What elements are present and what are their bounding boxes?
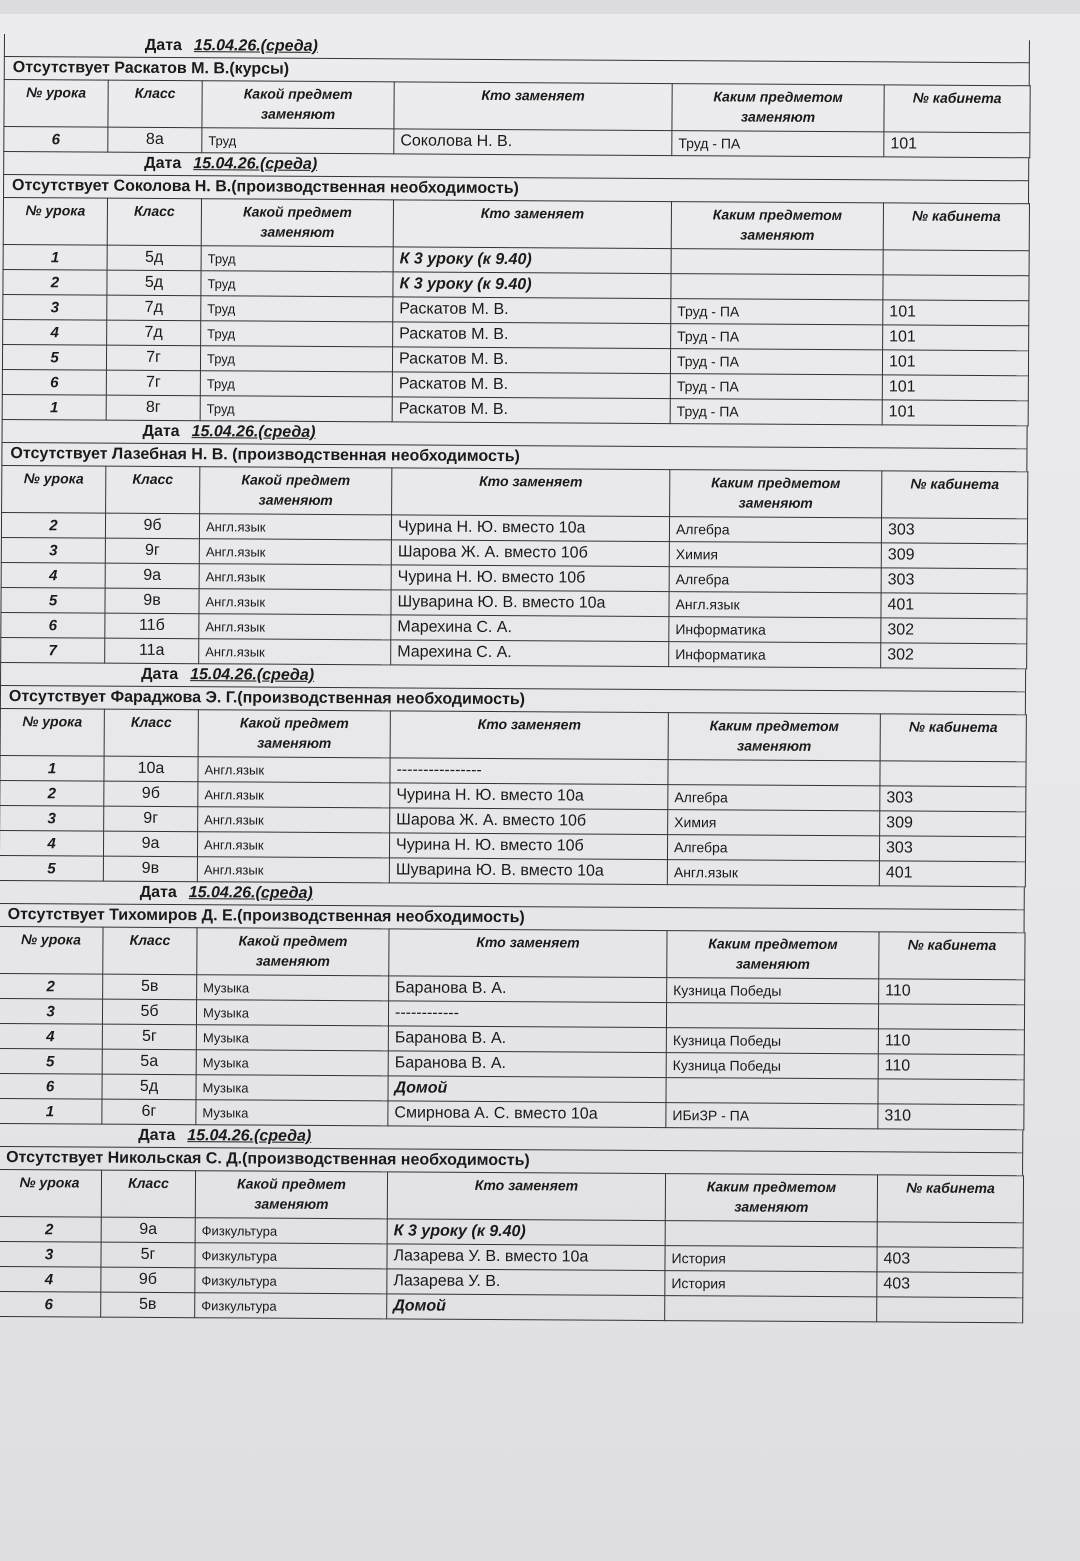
class-header: Класс [106,466,200,514]
lesson-number: 3 [0,1241,101,1267]
date-value: 15.04.26.(среда) [193,155,318,173]
substitution-table [0,465,1028,669]
lesson-number: 6 [2,369,106,395]
lesson-number: 6 [0,1073,102,1099]
replacer-cell: Шуварина Ю. В. вместо 10а [389,858,667,885]
replacer-cell: К 3 уроку (к 9.40) [393,272,671,299]
lesson-number: 1 [0,1098,102,1124]
absent-teacher: Отсутствует Соколова Н. В.(производственная необходимость) [3,174,1029,203]
absent-teacher: Отсутствует Никольская С. Д.(производственная необходимость) [0,1146,1023,1175]
room-cell: 303 [881,518,1027,544]
room-header: № кабинета [880,714,1026,762]
date-label: Дата [144,154,182,173]
class-cell: 5б [102,999,196,1025]
room-cell: 302 [881,643,1027,669]
subject-cell: Англ.язык [197,832,389,858]
room-cell: 403 [877,1247,1023,1273]
lesson-header: № урока [0,708,104,756]
new-subject-cell: Труд - ПА [672,131,884,157]
new-subject-cell: Англ.язык [669,592,881,618]
subject-cell: Англ.язык [199,564,391,590]
room-cell: 101 [883,300,1029,326]
replacer-cell: Шарова Ж. А. вместо 10б [390,808,668,835]
replacer-cell: ------------ [388,1001,666,1028]
subject-cell: Музыка [196,1075,388,1101]
room-cell: 401 [881,593,1027,619]
new-subject-cell: Кузница Победы [666,1053,878,1079]
class-header: Класс [103,927,197,975]
class-cell: 7д [107,295,201,321]
room-cell: 309 [881,543,1027,569]
date-value: 15.04.26.(среда) [190,666,315,684]
replacer-cell: Домой [387,1294,665,1321]
new-subject-cell: ИБиЗР - ПА [666,1103,878,1129]
replacer-cell: Баранова В. А. [388,1026,666,1053]
subject-cell: Музыка [196,1100,388,1126]
lesson-number: 6 [0,1291,101,1317]
replacer-cell: Раскатов М. В. [392,347,670,374]
lesson-number: 6 [4,127,108,153]
subject-cell: Англ.язык [199,639,391,665]
room-header: № кабинета [879,932,1025,980]
date-label: Дата [141,665,179,684]
substitution-table [2,197,1030,426]
substitution-table [0,1169,1024,1323]
header-row [0,1169,1024,1222]
new-subject-cell: Алгебра [669,567,881,593]
subject-cell: Физкультура [195,1293,387,1319]
class-cell: 7г [106,345,200,371]
class-cell: 8г [106,395,200,421]
substitution-block [3,34,1030,158]
class-cell: 9в [103,856,197,882]
subject-cell: Физкультура [195,1268,387,1294]
new-subject-cell: Кузница Победы [666,1028,878,1054]
room-cell: 403 [877,1272,1023,1298]
new-subject-header: Каким предметом заменяют [672,84,884,132]
subject-cell: Труд [201,321,393,347]
new-subject-header: Каким предметом заменяют [671,202,883,250]
replacer-header: Кто заменяет [387,1172,665,1221]
new-subject-cell: История [665,1246,877,1272]
replacer-header: Кто заменяет [392,468,670,517]
class-cell: 9г [105,538,199,564]
class-cell: 11а [105,638,199,664]
class-cell: 9г [104,806,198,832]
class-cell: 9б [105,513,199,539]
new-subject-cell: Алгебра [669,517,881,543]
new-subject-cell [665,1296,877,1322]
room-cell: 101 [884,132,1030,158]
new-subject-cell: Информатика [669,617,881,643]
subject-cell: Англ.язык [199,614,391,640]
subject-cell: Труд [201,271,393,297]
lesson-header: № урока [0,926,103,974]
new-subject-cell [666,1078,878,1104]
replacer-cell: К 3 уроку (к 9.40) [387,1219,665,1246]
subject-cell: Англ.язык [199,589,391,615]
lesson-number: 2 [1,512,105,538]
new-subject-cell: Информатика [669,642,881,668]
date-label: Дата [144,36,183,55]
new-subject-cell: Англ.язык [667,860,879,886]
subject-cell: Музыка [196,1025,388,1051]
room-cell: 110 [879,979,1025,1005]
room-cell: 110 [878,1029,1024,1055]
absent-teacher: Отсутствует Фараджова Э. Г.(производственная необходимость) [0,685,1026,714]
date-value: 15.04.26.(среда) [191,423,316,441]
room-cell: 101 [882,375,1028,401]
lesson-number: 4 [0,1266,101,1292]
class-cell: 9а [105,563,199,589]
subject-cell: Труд [202,128,394,154]
replacer-cell: Раскатов М. В. [392,397,670,424]
substitution-document [0,34,1030,1323]
room-cell [877,1222,1023,1248]
replacer-cell: Марехина С. А. [391,640,669,667]
subject-header: Какой предмет заменяют [195,1171,387,1219]
replacer-cell: Баранова В. А. [389,976,667,1003]
header-row [3,198,1029,251]
room-cell: 303 [881,568,1027,594]
subject-header: Какой предмет заменяют [201,199,393,247]
room-cell [878,1079,1024,1105]
class-cell: 8а [108,127,202,153]
room-cell: 309 [880,811,1026,837]
lesson-header: № урока [0,1169,102,1217]
room-cell: 101 [882,400,1028,426]
new-subject-cell [666,1003,878,1029]
replacer-cell: Соколова Н. В. [394,129,672,156]
replacer-cell: К 3 уроку (к 9.40) [393,247,671,274]
class-cell: 9а [101,1217,195,1243]
lesson-number: 5 [1,587,105,613]
replacer-header: Кто заменяет [389,929,667,978]
class-cell: 7д [107,320,201,346]
replacer-header: Кто заменяет [393,200,671,249]
subject-header: Какой предмет заменяют [200,467,392,515]
new-subject-cell [668,760,880,786]
class-cell: 5д [107,245,201,271]
subject-cell: Музыка [196,1000,388,1026]
lesson-number: 3 [0,998,103,1024]
subject-cell: Англ.язык [199,539,391,565]
date-label: Дата [138,1126,176,1145]
lesson-header: № урока [3,198,107,246]
new-subject-cell: Химия [669,542,881,568]
class-cell: 6г [102,1099,196,1125]
header-row [2,465,1028,518]
new-subject-cell: История [665,1271,877,1297]
substitution-block [2,152,1030,426]
header-row [0,708,1026,761]
class-cell: 5д [107,270,201,296]
lesson-number: 4 [1,562,105,588]
class-cell: 5д [102,1074,196,1100]
lesson-number: 1 [0,755,104,781]
lesson-number: 2 [0,780,104,806]
lesson-number: 7 [1,637,105,663]
replacer-cell: ---------------- [390,758,668,785]
substitution-block [0,420,1027,669]
absent-teacher: Отсутствует Раскатов М. В.(курсы) [4,56,1030,85]
replacer-cell: Чурина Н. Ю. вместо 10а [390,783,668,810]
lesson-number: 2 [3,269,107,295]
subject-cell: Труд [200,371,392,397]
date-value: 15.04.26.(среда) [188,884,313,902]
class-cell: 9б [101,1267,195,1293]
subject-header: Какой предмет заменяют [197,928,389,976]
new-subject-cell: Труд - ПА [671,299,883,325]
lesson-number: 4 [0,830,104,856]
new-subject-header: Каким предметом заменяют [667,931,879,979]
room-cell [878,1004,1024,1030]
absent-teacher: Отсутствует Лазебная Н. В. (производственная необходимость) [1,442,1027,471]
subject-cell: Англ.язык [197,857,389,883]
new-subject-cell [671,274,883,300]
subject-cell: Англ.язык [198,807,390,833]
class-cell: 10а [104,756,198,782]
subject-header: Какой предмет заменяют [198,710,390,758]
replacer-cell: Чурина Н. Ю. вместо 10б [389,833,667,860]
lesson-number: 5 [2,344,106,370]
replacer-cell: Марехина С. А. [391,615,669,642]
subject-cell: Музыка [197,975,389,1001]
room-cell [877,1297,1023,1323]
room-cell [883,250,1029,276]
room-cell: 303 [879,836,1025,862]
lesson-number: 6 [1,612,105,638]
room-cell [880,761,1026,787]
substitution-block [0,881,1025,1130]
date-value: 15.04.26.(среда) [187,1127,312,1145]
lesson-number: 3 [1,537,105,563]
room-cell: 101 [883,325,1029,351]
replacer-cell: Раскатов М. В. [392,372,670,399]
table-row [0,1291,1023,1322]
class-cell: 5г [102,1024,196,1050]
replacer-cell: Лазарева У. В. [387,1269,665,1296]
replacer-header: Кто заменяет [390,711,668,760]
new-subject-header: Каким предметом заменяют [670,470,882,518]
subject-cell: Англ.язык [198,757,390,783]
substitution-table [3,79,1030,158]
class-cell: 5а [102,1049,196,1075]
replacer-cell: Чурина Н. Ю. вместо 10а [391,515,669,542]
lesson-number: 2 [0,1216,101,1242]
lesson-number: 2 [0,973,103,999]
replacer-cell: Раскатов М. В. [393,297,671,324]
lesson-number: 3 [3,294,107,320]
class-header: Класс [108,80,202,128]
subject-cell: Физкультура [195,1243,387,1269]
date-label: Дата [142,422,180,441]
class-header: Класс [104,709,198,757]
substitution-table [0,926,1026,1130]
subject-header: Какой предмет заменяют [202,81,394,129]
room-cell: 110 [878,1054,1024,1080]
date-label: Дата [139,883,177,902]
lesson-header: № урока [4,80,108,128]
new-subject-header: Каким предметом заменяют [665,1174,877,1222]
lesson-number: 5 [0,1048,102,1074]
new-subject-header: Каким предметом заменяют [668,713,880,761]
lesson-number: 1 [2,394,106,420]
replacer-cell: Шуварина Ю. В. вместо 10а [391,590,669,617]
subject-cell: Труд [201,296,393,322]
room-cell: 101 [882,350,1028,376]
replacer-cell: Домой [388,1076,666,1103]
replacer-cell: Чурина Н. Ю. вместо 10б [391,565,669,592]
class-cell: 9а [103,831,197,857]
new-subject-cell: Труд - ПА [670,349,882,375]
class-cell: 5г [101,1242,195,1268]
class-cell: 9б [104,781,198,807]
room-cell: 302 [881,618,1027,644]
subject-cell: Труд [200,396,392,422]
lesson-number: 4 [0,1023,102,1049]
subject-cell: Физкультура [195,1218,387,1244]
class-cell: 11б [105,613,199,639]
replacer-cell: Шарова Ж. А. вместо 10б [391,540,669,567]
subject-cell: Труд [200,346,392,372]
new-subject-cell [671,249,883,275]
subject-cell: Англ.язык [198,782,390,808]
replacer-cell: Лазарева У. В. вместо 10а [387,1244,665,1271]
substitution-block [0,663,1026,887]
subject-cell: Англ.язык [199,514,391,540]
new-subject-cell: Труд - ПА [670,374,882,400]
new-subject-cell: Химия [668,810,880,836]
header-row [0,926,1025,979]
room-header: № кабинета [884,85,1030,133]
subject-cell: Музыка [196,1050,388,1076]
new-subject-cell [665,1221,877,1247]
absent-teacher: Отсутствует Тихомиров Д. Е.(производственная необходимость) [0,903,1025,932]
new-subject-cell: Алгебра [667,835,879,861]
class-cell: 7г [106,370,200,396]
substitution-block [0,1124,1023,1323]
room-cell: 310 [878,1104,1024,1130]
subject-cell: Труд [201,246,393,272]
lesson-number: 4 [3,319,107,345]
room-cell: 303 [880,786,1026,812]
class-header: Класс [107,198,201,246]
class-header: Класс [101,1170,195,1218]
replacer-cell: Баранова В. А. [388,1051,666,1078]
new-subject-cell: Алгебра [668,785,880,811]
lesson-header: № урока [2,465,106,513]
substitution-table [0,708,1027,887]
header-row [4,80,1030,133]
lesson-number: 1 [3,244,107,270]
date-value: 15.04.26.(среда) [193,37,318,55]
new-subject-cell: Труд - ПА [671,324,883,350]
replacer-cell: Смирнова А. С. вместо 10а [388,1101,666,1128]
class-cell: 5в [101,1292,195,1318]
replacer-header: Кто заменяет [394,82,672,131]
paper-sheet [0,14,1080,1561]
room-cell: 401 [879,861,1025,887]
room-header: № кабинета [883,203,1029,251]
room-header: № кабинета [877,1175,1023,1223]
lesson-number: 5 [0,855,103,881]
class-cell: 9в [105,588,199,614]
room-cell [883,275,1029,301]
new-subject-cell: Труд - ПА [670,399,882,425]
room-header: № кабинета [882,471,1028,519]
class-cell: 5в [103,974,197,1000]
new-subject-cell: Кузница Победы [667,978,879,1004]
replacer-cell: Раскатов М. В. [393,322,671,349]
lesson-number: 3 [0,805,104,831]
